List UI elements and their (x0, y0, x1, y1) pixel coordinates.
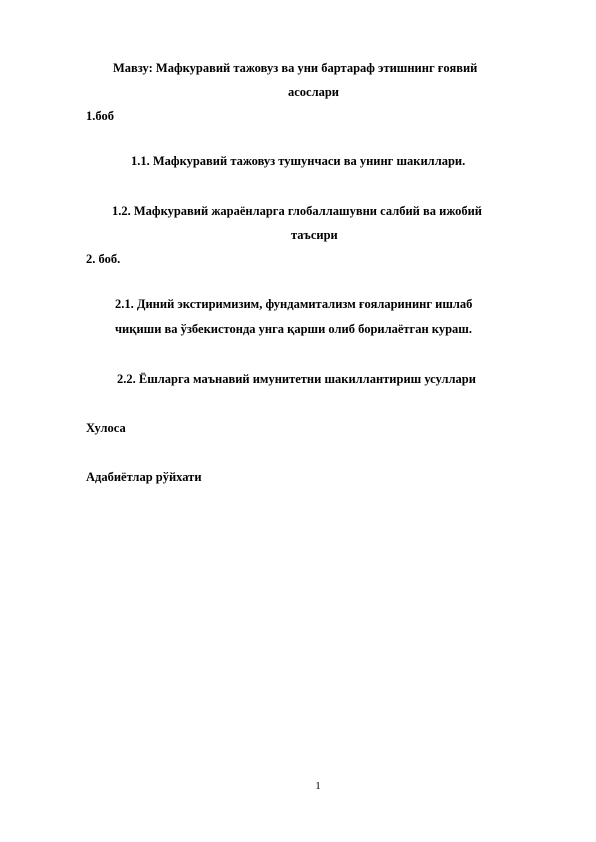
chapter-1-heading: 1.боб (86, 109, 114, 123)
section-1-1-heading: 1.1. Мафкуравий тажовуз тушунчаси ва унинг шакиллари. (131, 154, 466, 168)
conclusion-heading: Хулоса (86, 421, 126, 435)
section-1-2-heading-line2: таъсири (291, 228, 338, 242)
topic-title-line1: Мавзу: Мафкуравий тажовуз ва уни бартараф этишнинг ғоявий (113, 61, 478, 75)
topic-title-line2: асослари (288, 85, 340, 99)
section-2-1-heading-line2: чиқиши ва ўзбекистонда унга қарши олиб борилаётган кураш. (115, 322, 472, 336)
section-2-1-heading-line1: 2.1. Диний экстиримизим, фундамитализм ғояларининг ишлаб (115, 297, 473, 311)
chapter-2-heading: 2. боб. (86, 252, 121, 266)
section-2-2-heading: 2.2. Ёшларга маънавий имунитетни шакиллантириш усуллари (117, 372, 476, 386)
page-number: 1 (315, 780, 321, 792)
section-1-2-heading-line1: 1.2. Мафкуравий жараёнларга глобаллашувни салбий ва ижобий (112, 204, 482, 218)
references-heading: Адабиётлар рўйхати (86, 470, 202, 484)
